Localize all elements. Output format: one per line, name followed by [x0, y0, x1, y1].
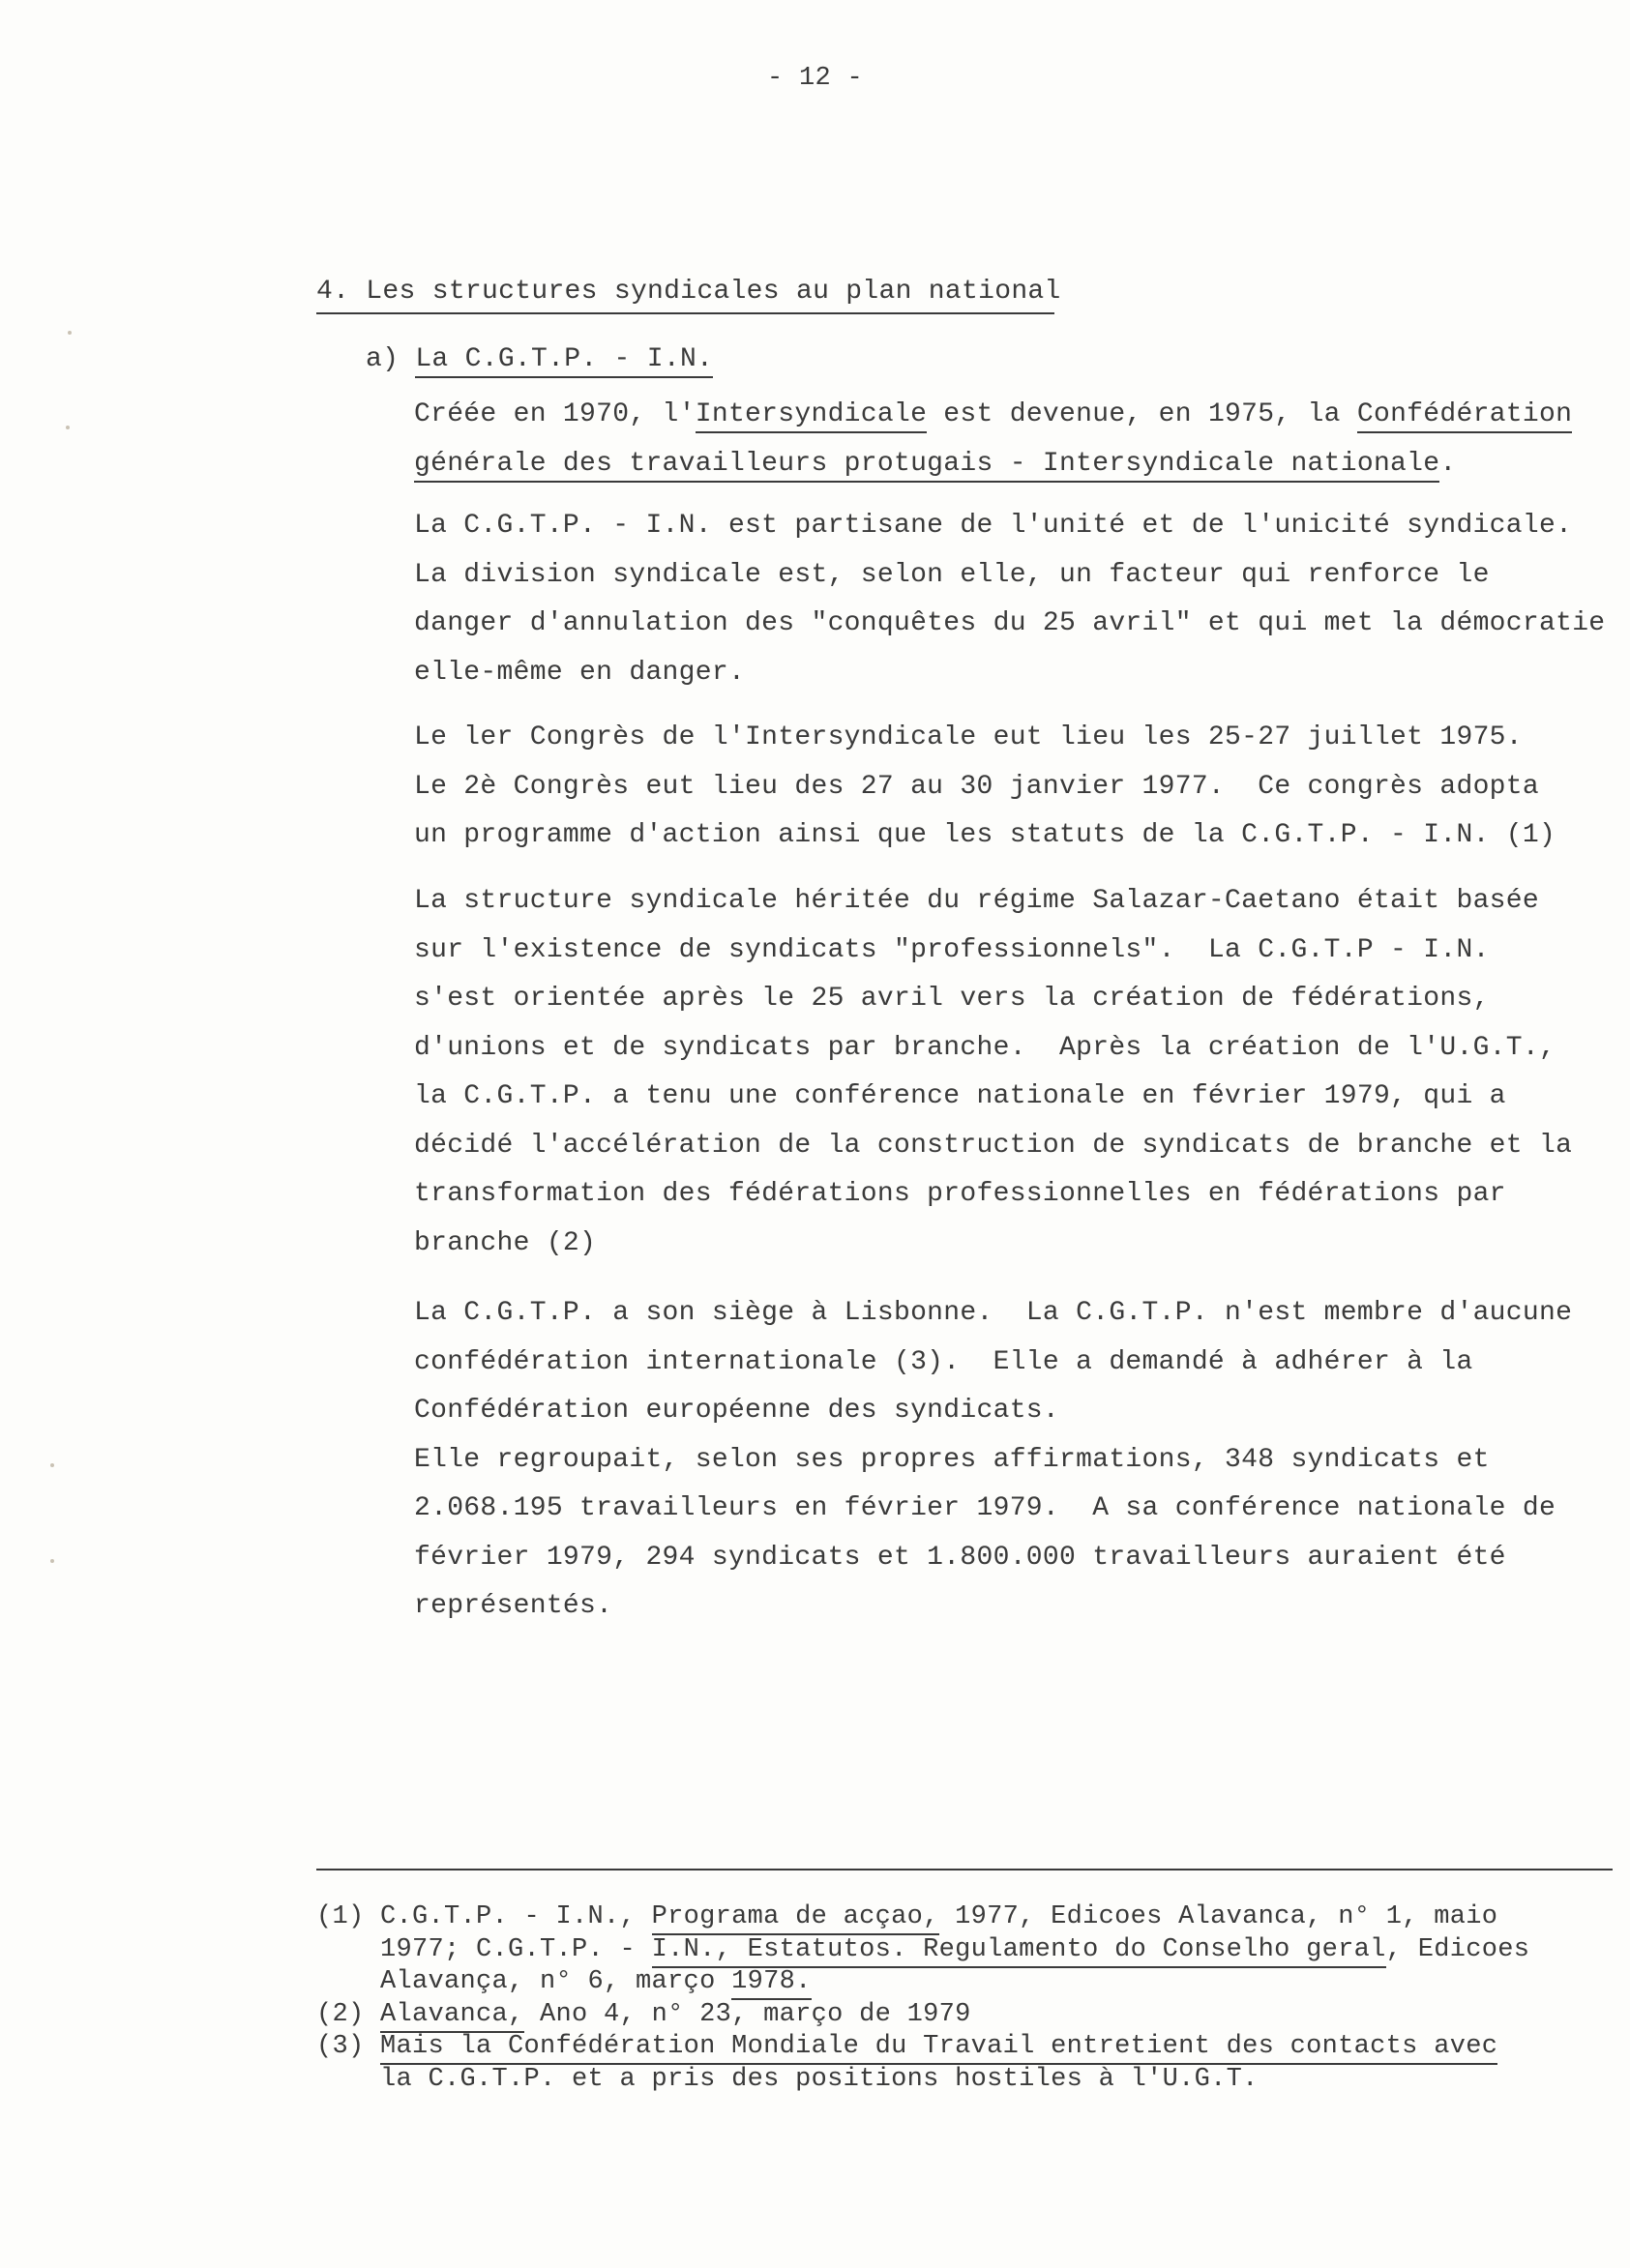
- paragraph-line: décidé l'accélération de la construction de syndicats de branche et la: [414, 1130, 1573, 1161]
- footnote-3: [316, 2031, 1529, 2064]
- scan-speck: [66, 426, 70, 429]
- paragraph-line: Le ler Congrès de l'Intersyndicale eut lieu les 25-27 juillet 1975.: [414, 722, 1523, 752]
- paragraph-line: [414, 440, 1604, 489]
- footnotes: [316, 1901, 1529, 2096]
- scan-speck: [50, 1463, 54, 1467]
- paragraph-line: représentés.: [414, 1591, 613, 1621]
- text-run: Ano 4, n° 23, março de 1979: [523, 1999, 971, 2029]
- scan-speck: [68, 331, 72, 335]
- text-run: 1977; C.G.T.P. -: [316, 1934, 652, 1964]
- footnote-1-line-3: [316, 1966, 1529, 1999]
- paragraph-3: [414, 714, 1604, 861]
- underlined-term: Intersyndicale: [696, 399, 927, 433]
- paragraph-2: [414, 502, 1604, 697]
- footnote-2: [316, 1999, 1529, 2032]
- underlined-text: Mais la Confédération Mondiale du Travail entretient des contacts avec: [380, 2032, 1497, 2065]
- text-run: Créée en 1970, l': [414, 399, 696, 429]
- paragraph-line: La structure syndicale héritée du régime Salazar-Caetano était basée: [414, 886, 1539, 916]
- text-run: Alavança, n° 6, março: [316, 1967, 732, 1996]
- subsection-title: La C.G.T.P. - I.N.: [415, 344, 713, 378]
- paragraph-line: elle-même en danger.: [414, 657, 746, 688]
- paragraph-line: Elle regroupait, selon ses propres affirmations, 348 syndicats et: [414, 1444, 1490, 1475]
- paragraph-line: Confédération européenne des syndicats.: [414, 1396, 1060, 1426]
- paragraph-line: d'unions et de syndicats par branche. Après la création de l'U.G.T.,: [414, 1032, 1556, 1063]
- underlined-term: générale des travailleurs protugais - Intersyndicale nationale: [414, 449, 1439, 483]
- footnote-1: [316, 1901, 1529, 1934]
- underlined-title: Alavanca,: [380, 2000, 524, 2033]
- paragraph-4: [414, 877, 1604, 1268]
- footnote-1-line-2: [316, 1934, 1529, 1967]
- footnote-3-line-2: la C.G.T.P. et a pris des positions hostiles à l'U.G.T.: [316, 2064, 1259, 2094]
- paragraph-line: 2.068.195 travailleurs en février 1979. A sa conférence nationale de: [414, 1493, 1556, 1523]
- paragraph-line: La division syndicale est, selon elle, un facteur qui renforce le: [414, 559, 1490, 590]
- page-number: - 12 -: [766, 64, 864, 93]
- subsection-marker: a): [366, 344, 416, 374]
- text-run: C.G.T.P. - I.N.,: [380, 1902, 652, 1931]
- section-heading: 4. Les structures syndicales au plan national: [316, 277, 1054, 314]
- text-run: 1977, Edicoes Alavanca, n° 1, maio: [938, 1902, 1498, 1931]
- text-run: est devenue, en 1975, la: [927, 399, 1357, 429]
- paragraph-5: [414, 1289, 1604, 1632]
- paragraph-line: la C.G.T.P. a tenu une conférence nationale en février 1979, qui a: [414, 1081, 1506, 1111]
- paragraph-line: un programme d'action ainsi que les statuts de la C.G.T.P. - I.N. (1): [414, 820, 1556, 850]
- footnote-label: (1): [316, 1902, 381, 1931]
- footnote-label: (2): [316, 1999, 381, 2029]
- paragraph-1: [414, 391, 1604, 488]
- underlined-title: Programa de acçao,: [652, 1902, 939, 1935]
- underlined-title: I.N., Estatutos. Regulamento do Conselho geral: [652, 1935, 1386, 1968]
- underlined-title: 1978.: [731, 1967, 812, 2000]
- paragraph-line: confédération internationale (3). Elle a demandé à adhérer à la: [414, 1346, 1473, 1377]
- footnote-label: (3): [316, 2032, 381, 2061]
- paragraph-line: [414, 391, 1604, 440]
- text-run: .: [1439, 448, 1457, 479]
- paragraph-line: s'est orientée après le 25 avril vers la création de fédérations,: [414, 984, 1490, 1014]
- subsection-heading: [366, 344, 713, 374]
- paragraph-line: transformation des fédérations professionnelles en fédérations par: [414, 1179, 1506, 1209]
- paragraph-line: danger d'annulation des "conquêtes du 25 avril" et qui met la démocratie: [414, 608, 1606, 638]
- paragraph-line: La C.G.T.P. a son siège à Lisbonne. La C.G.T.P. n'est membre d'aucune: [414, 1298, 1573, 1328]
- text-run: , Edicoes: [1385, 1934, 1530, 1964]
- scan-speck: [50, 1559, 54, 1563]
- paragraph-line: février 1979, 294 syndicats et 1.800.000 travailleurs auraient été: [414, 1542, 1506, 1573]
- footnote-separator: [316, 1869, 1613, 1870]
- paragraph-line: Le 2è Congrès eut lieu des 27 au 30 janvier 1977. Ce congrès adopta: [414, 771, 1539, 802]
- paragraph-line: sur l'existence de syndicats "professionnels". La C.G.T.P - I.N.: [414, 934, 1490, 965]
- underlined-term: Confédération: [1357, 399, 1572, 433]
- paragraph-line: branche (2): [414, 1227, 597, 1258]
- paragraph-line: La C.G.T.P. - I.N. est partisane de l'unité et de l'unicité syndicale.: [414, 511, 1573, 541]
